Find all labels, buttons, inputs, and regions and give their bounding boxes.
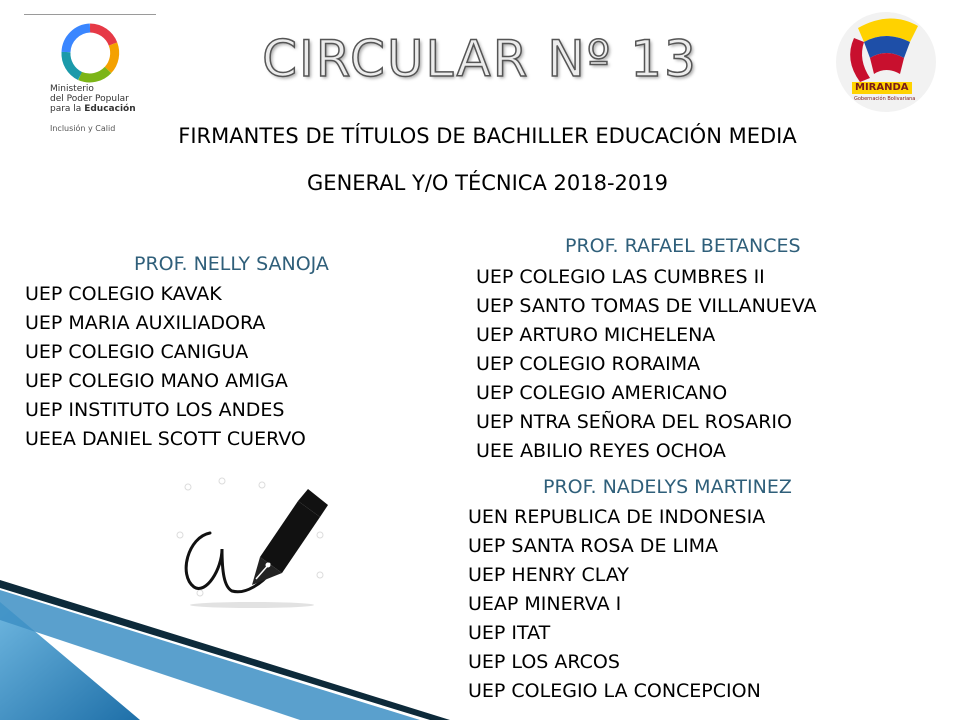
list-item: UEP SANTA ROSA DE LIMA xyxy=(468,535,719,557)
subtitle-line-2: GENERAL Y/O TÉCNICA 2018-2019 xyxy=(307,171,668,195)
list-item: UEP INSTITUTO LOS ANDES xyxy=(25,399,285,421)
list-item: UEP COLEGIO KAVAK xyxy=(25,283,222,305)
school-list-nelly xyxy=(25,280,306,454)
ministry-line-3-text: para la xyxy=(50,104,82,114)
list-item: UEP COLEGIO AMERICANO xyxy=(476,382,728,404)
ministry-bold-word: Educación xyxy=(84,104,136,114)
ministry-line-3 xyxy=(50,104,136,114)
list-item: UEP MARIA AUXILIADORA xyxy=(25,312,266,334)
list-item: UEP COLEGIO CANIGUA xyxy=(25,341,249,363)
signer-heading-nelly: PROF. NELLY SANOJA xyxy=(134,253,329,275)
ministry-name xyxy=(50,84,136,114)
list-item: UEE ABILIO REYES OCHOA xyxy=(476,440,726,462)
signer-heading-nadelys: PROF. NADELYS MARTINEZ xyxy=(543,476,792,498)
list-item: UEP ITAT xyxy=(468,622,551,644)
list-item: UEP ARTURO MICHELENA xyxy=(476,324,716,346)
signer-heading-rafael: PROF. RAFAEL BETANCES xyxy=(565,235,801,257)
list-item: UEP COLEGIO MANO AMIGA xyxy=(25,370,288,392)
logo-divider xyxy=(24,14,156,15)
list-item: UEP COLEGIO LA CONCEPCION xyxy=(468,680,761,702)
list-item: UEP COLEGIO LAS CUMBRES II xyxy=(476,266,765,288)
list-item: UEAP MINERVA I xyxy=(468,593,622,615)
miranda-label: MIRANDA xyxy=(852,82,912,94)
list-item: UEP SANTO TOMAS DE VILLANUEVA xyxy=(476,295,817,317)
school-list-nadelys xyxy=(468,503,765,706)
list-item: UEP LOS ARCOS xyxy=(468,651,620,673)
list-item: UEEA DANIEL SCOTT CUERVO xyxy=(25,428,306,450)
ministry-tagline: Inclusión y Calid xyxy=(50,124,116,133)
decorative-corner xyxy=(0,580,450,720)
school-list-rafael xyxy=(476,263,816,466)
ministry-line-2: del Poder Popular xyxy=(50,94,129,104)
list-item: UEP HENRY CLAY xyxy=(468,564,629,586)
ministry-line-1: Ministerio xyxy=(50,84,94,94)
list-item: UEP COLEGIO RORAIMA xyxy=(476,353,701,375)
list-item: UEP NTRA SEÑORA DEL ROSARIO xyxy=(476,411,792,433)
miranda-subtitle: Gobernación Bolivariana xyxy=(854,96,916,102)
page-title: CIRCULAR Nº 13 xyxy=(262,30,698,88)
subtitle-line-1: FIRMANTES DE TÍTULOS DE BACHILLER EDUCACIÓN MEDIA xyxy=(178,124,797,148)
list-item: UEN REPUBLICA DE INDONESIA xyxy=(468,506,766,528)
